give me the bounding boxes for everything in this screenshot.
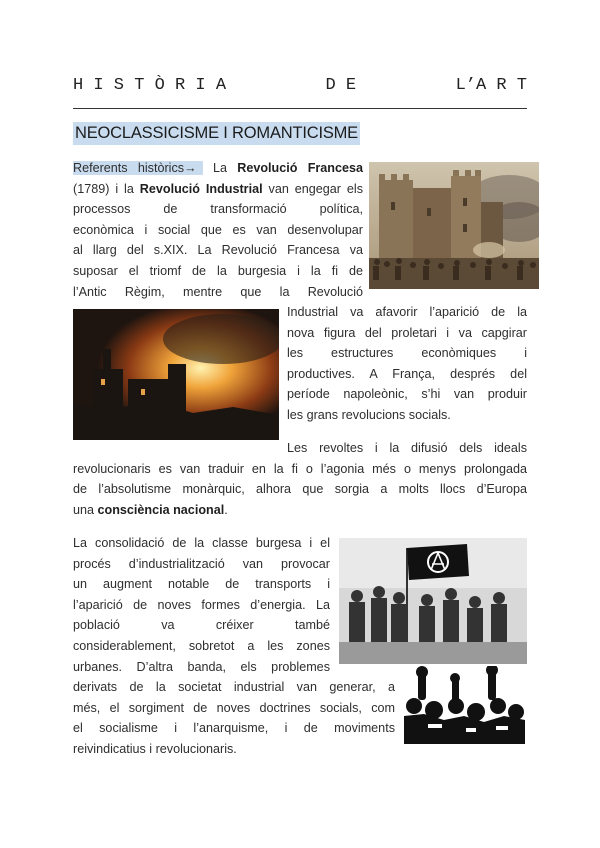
header-word-historia: H I S T Ò R I A (73, 75, 227, 95)
bastille-painting-image (369, 162, 539, 289)
paragraph-revoltes (73, 438, 527, 520)
text-line: considerablement, sobretot a les zones (73, 638, 330, 653)
paragraph-referents-top (73, 158, 363, 302)
text-line: urbanes. D’altra banda, els problemes (73, 659, 330, 674)
text-line: Industrial va afavorir l’aparició de la (287, 305, 527, 319)
text-line: derivats de la societat industrial van generar, a (73, 680, 395, 694)
text-line: nova figura del proletari i va capgirar (287, 325, 527, 340)
paragraph-burgesia-continued (73, 677, 395, 759)
text-line: productives. A França, després del (287, 366, 527, 381)
header-word-de: D E (325, 75, 357, 95)
referents-label: Referents històrics→ (73, 161, 203, 175)
text-line: més, el sorgiment de noves doctrines socials, com (73, 700, 395, 715)
text-line: processos de transformació política, (73, 202, 363, 217)
text-line: La consolidació de la classe burgesa i el (73, 536, 330, 550)
protest-flag-image (339, 538, 527, 664)
text-line: (1789) i la Revolució Industrial van engegar els (73, 181, 364, 196)
header-divider (73, 108, 527, 109)
text-line: procés d’industrialització van provocar (73, 556, 330, 571)
text-line: població va créixer també (73, 618, 330, 633)
header-word-art: L’A R T (455, 75, 527, 95)
text-line: les estructures econòmiques i (287, 346, 527, 361)
text-line: l’aparició de noves formes d’energia. La (73, 597, 330, 612)
raised-fists-crowd-image (404, 666, 525, 744)
text-line: període napoleònic, s’hi van produir (287, 387, 527, 402)
paragraph-referents-continued (287, 302, 527, 426)
text-line: al llarg del s.XIX. La Revolució Francesa va (73, 243, 363, 258)
text-line: l’Antic Règim, mentre que la Revolució (73, 284, 363, 299)
text-line: reivindicatius i revolucionaris. (73, 741, 237, 756)
text-line: una consciència nacional. (73, 502, 228, 517)
text-line: el socialisme i l’anarquisme, i de moviments (73, 721, 395, 736)
text-line: les grans revolucions socials. (287, 407, 451, 422)
text-line: un augment notable de transports i (73, 577, 330, 592)
text-line: de l’absolutisme monàrquic, alhora que sorgia a molts llocs d’Europa (73, 482, 527, 497)
industrial-fire-painting-image (73, 309, 279, 440)
page-header (73, 74, 527, 96)
text-line: suposar el triomf de la burgesia i la fi de (73, 263, 363, 278)
paragraph-burgesia (73, 533, 330, 677)
section-title: NEOCLASSICISME I ROMANTICISME (73, 122, 360, 145)
text-line: econòmica i social que es van desenvolupar (73, 222, 363, 237)
text-line: revolucionaris es van traduir en la fi o l’agonia més o menys prolongada (73, 461, 527, 476)
text-line: Les revoltes i la difusió dels ideals (287, 441, 527, 455)
text-line: Referents històrics→ La Revolució Francesa (73, 161, 363, 175)
